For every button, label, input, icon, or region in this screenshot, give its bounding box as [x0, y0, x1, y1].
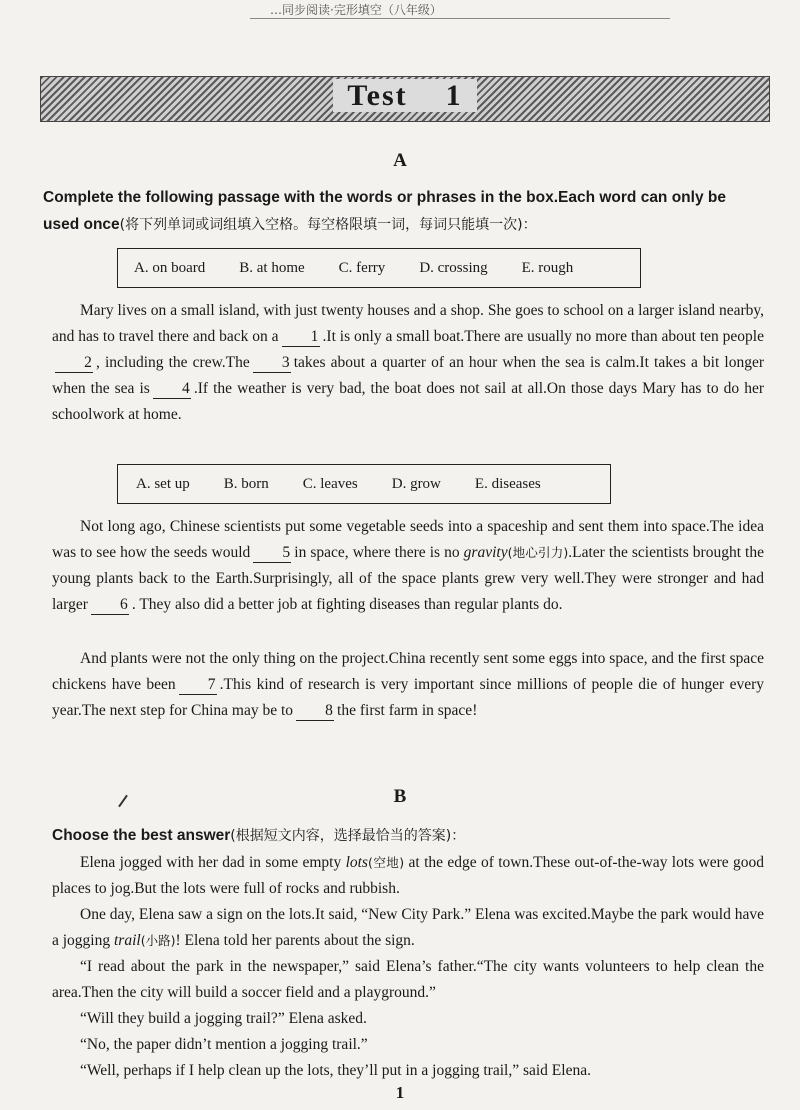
test-title: Test 1: [41, 79, 769, 113]
blank-4[interactable]: 4: [153, 380, 191, 399]
blank-2[interactable]: 2: [55, 354, 93, 373]
blank-8[interactable]: 8: [296, 702, 334, 721]
page-number: 1: [395, 1083, 405, 1102]
passage-a-paragraph-2: Not long ago, Chinese scientists put some vegetable seeds into a spaceship and sent them into space.The idea was to see how the seeds would 5 in space, where there is no gravity(地心引力).Later the scientists brought the young plants back to the Earth.Surprisingly, all of the space plants grew very well.They were stronger and had larger 6 . They also did a better job at fighting diseases than regular plants do.: [52, 518, 764, 613]
word-box-1: [117, 248, 641, 288]
word-option: A. on board: [134, 259, 206, 276]
word-option: A. set up: [136, 475, 190, 492]
running-header: [250, 0, 670, 19]
passage-a-paragraph-3: And plants were not the only thing on the project.China recently sent some eggs into space, and the first space chickens have been 7 .This kind of research is very important since millions of people die of hunger every year.The next step for China may be to 8 the first farm in space!: [52, 650, 764, 719]
word-option: C. leaves: [302, 475, 358, 492]
blank-1[interactable]: 1: [282, 328, 320, 347]
passage-b-paragraph-6: “Well, perhaps if I help clean up the lots, they’ll put in a jogging trail,” said Elena.: [80, 1062, 591, 1079]
word-option: B. born: [223, 475, 269, 492]
word-box-2: [117, 464, 611, 504]
blank-7[interactable]: 7: [179, 676, 217, 695]
word-option: D. crossing: [419, 259, 488, 276]
passage-b-paragraph-3: “I read about the park in the newspaper,” said Elena’s father.“The city wants volunteers to help clean the area.Then the city will build a soccer field and a playground.”: [52, 958, 764, 1001]
passage-b: [52, 850, 764, 1084]
passage-b-paragraph-5: “No, the paper didn’t mention a jogging trail.”: [80, 1036, 368, 1053]
section-b-instruction: Choose the best answer(根据短文内容，选择最恰当的答案)：: [52, 827, 466, 844]
blank-3[interactable]: 3: [253, 354, 291, 373]
passage-b-paragraph-4: “Will they build a jogging trail?” Elena asked.: [80, 1010, 367, 1027]
word-option: D. grow: [391, 475, 441, 492]
blank-6[interactable]: 6: [91, 596, 129, 615]
word-option: E. diseases: [474, 475, 541, 492]
section-a-heading: A: [393, 150, 407, 171]
word-option: C. ferry: [338, 259, 386, 276]
passage-b-paragraph-2: One day, Elena saw a sign on the lots.It said, “New City Park.” Elena was excited.Maybe the park would have a jogging trail(小路)! Elena told her parents about the sign.: [52, 906, 764, 949]
word-option: B. at home: [239, 259, 305, 276]
test-title-band: [40, 76, 770, 122]
blank-5[interactable]: 5: [253, 544, 291, 563]
passage-b-paragraph-1: Elena jogged with her dad in some empty lots(空地) at the edge of town.These out-of-the-way lots were good places to jog.But the lots were full of rocks and rubbish.: [52, 854, 765, 897]
running-header-text: …同步阅读·完形填空（八年级）: [270, 3, 442, 17]
section-a-instruction: Complete the following passage with the words or phrases in the box.Each word can only be used once(将下列单词或词组填入空格。每空格限填一词，每词只能填一次)：: [43, 189, 726, 233]
passage-a-paragraph-1: Mary lives on a small island, with just twenty houses and a shop. She goes to school on a larger island nearby, and has to travel there and back on a 1 .It is only a small boat.There are usually no more than about ten people2 , including the crew.The 3 takes about a quarter of an hour when the sea is calm.It takes a bit longer when the sea is 4 .If the weather is very bad, the boat does not sail at all.On those days Mary has to do her schoolwork at home.: [52, 302, 764, 423]
word-option: E. rough: [521, 259, 574, 276]
section-b-heading: B: [393, 786, 407, 807]
